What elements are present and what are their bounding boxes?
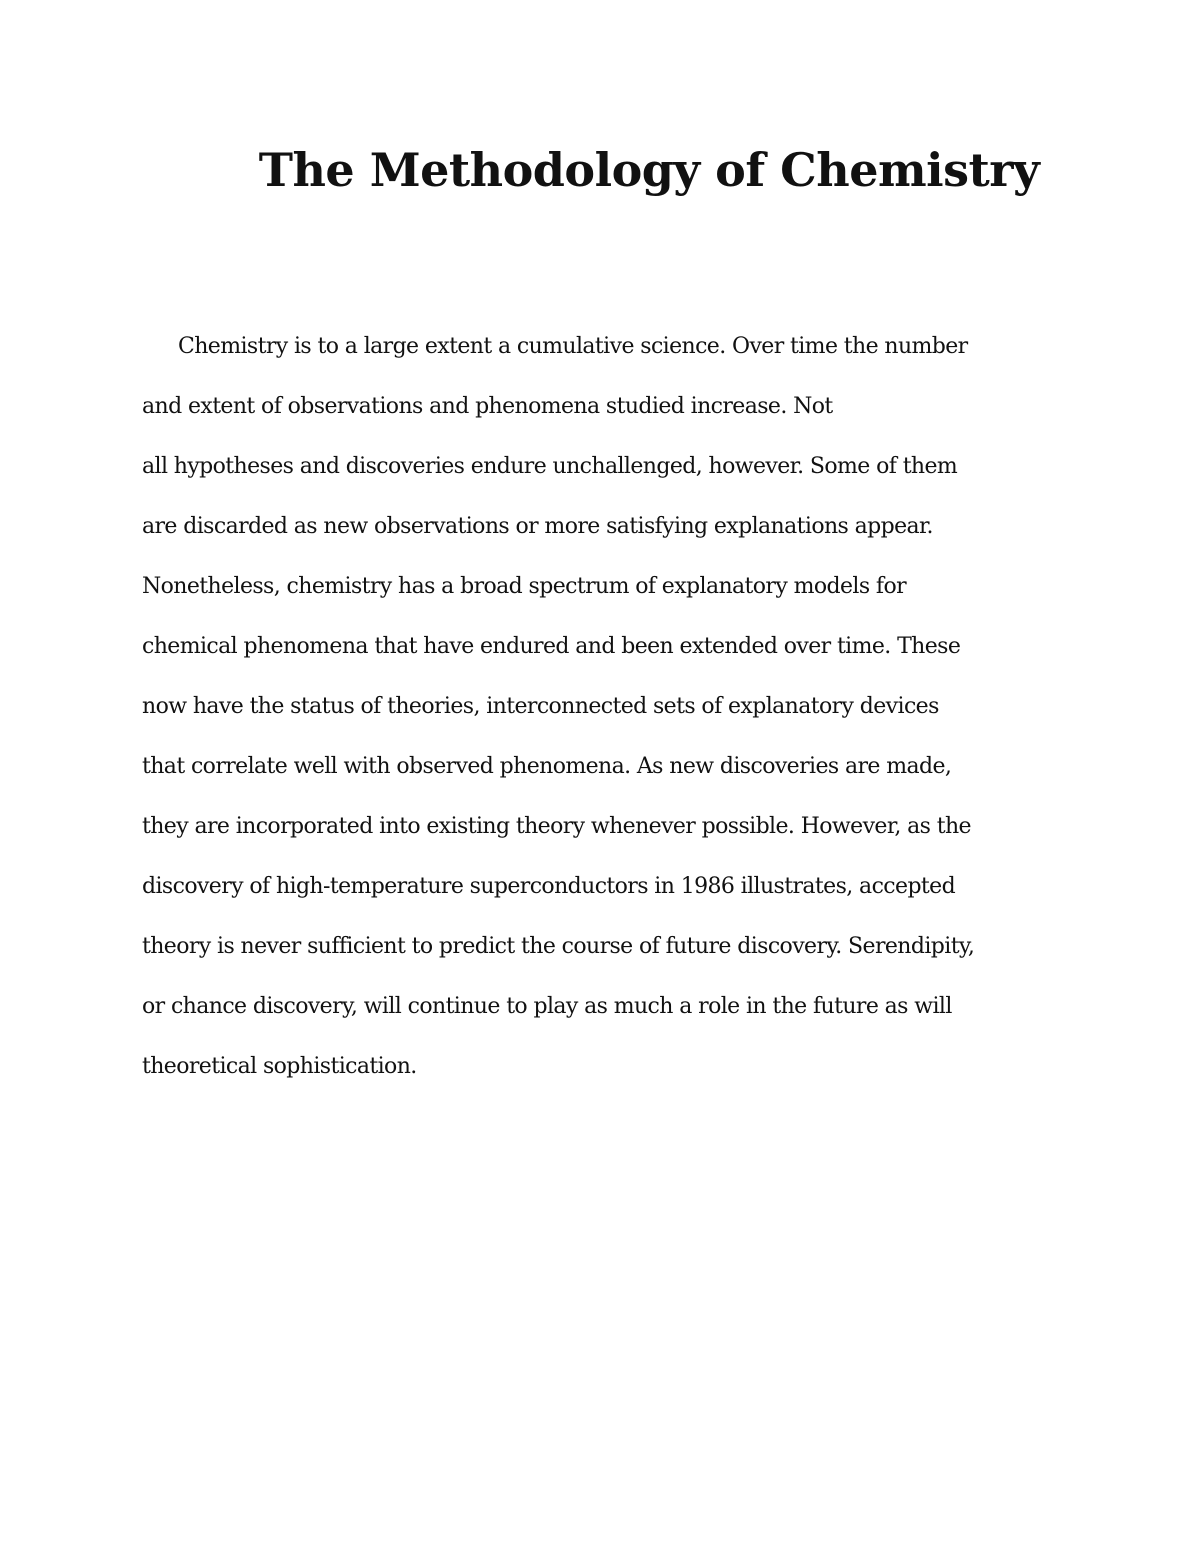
paragraph-line: they are incorporated into existing theory whenever possible. However, as the: [142, 814, 971, 839]
paragraph-line: now have the status of theories, interconnected sets of explanatory devices: [142, 694, 939, 719]
paragraph-line: all hypotheses and discoveries endure unchallenged, however. Some of them: [142, 454, 958, 479]
paragraph-line: that correlate well with observed phenomena. As new discoveries are made,: [142, 754, 952, 779]
paragraph-line: Nonetheless, chemistry has a broad spectrum of explanatory models for: [142, 574, 907, 599]
paragraph-line: or chance discovery, will continue to play as much a role in the future as will: [142, 994, 952, 1019]
paragraph-line: are discarded as new observations or more satisfying explanations appear.: [142, 514, 933, 539]
paragraph-line: Chemistry is to a large extent a cumulative science. Over time the number: [178, 334, 968, 359]
paragraph-line: discovery of high-temperature superconductors in 1986 illustrates, accepted: [142, 874, 956, 899]
document-title: The Methodology of Chemistry: [258, 143, 1040, 197]
paragraph-line: chemical phenomena that have endured and been extended over time. These: [142, 634, 961, 659]
body-paragraph: [142, 317, 1082, 1097]
paragraph-line: theoretical sophistication.: [142, 1054, 417, 1079]
paragraph-line: and extent of observations and phenomena studied increase. Not: [142, 394, 833, 419]
paragraph-line: theory is never sufficient to predict the course of future discovery. Serendipity,: [142, 934, 975, 959]
